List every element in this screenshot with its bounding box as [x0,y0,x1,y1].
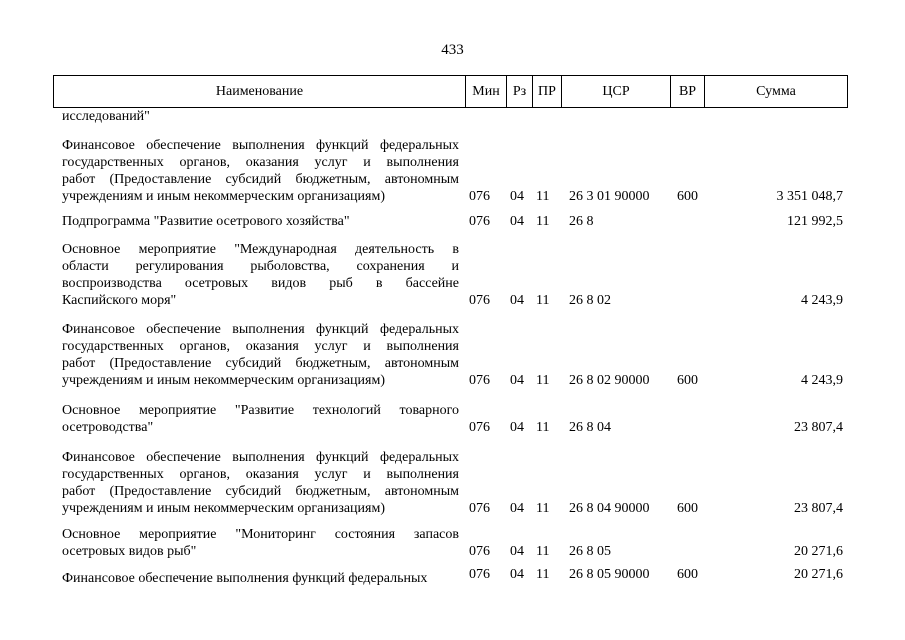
cell-rz: 04 [510,373,524,388]
row-name-line: Финансовое обеспечение выполнения функций федеральных [62,322,459,337]
cell-csr: 26 8 02 [569,293,611,308]
cell-sum: 4 243,9 [801,293,843,308]
row-name-line: Каспийского моря" [62,293,177,308]
header-sum: Сумма [704,76,847,107]
cell-vr: 600 [677,501,698,516]
cell-csr: 26 8 04 90000 [569,501,650,516]
row-name-line: воспроизводства осетровых видов рыб в бассейне [62,276,459,291]
cell-min: 076 [469,189,490,204]
cell-min: 076 [469,293,490,308]
cell-pr: 11 [536,189,550,204]
row-name [62,449,459,517]
cell-sum: 20 271,6 [794,544,843,559]
row-name-line: Основное мероприятие "Международная деятельность в [62,242,459,257]
cell-pr: 11 [536,293,550,308]
cell-pr: 11 [536,544,550,559]
row-name-line: осетровых видов рыб" [62,544,197,559]
cell-csr: 26 8 [569,214,594,229]
cell-sum: 20 271,6 [794,567,843,582]
cell-min: 076 [469,501,490,516]
cell-rz: 04 [510,544,524,559]
cell-pr: 11 [536,420,550,435]
cell-vr: 600 [677,567,698,582]
cell-vr: 600 [677,189,698,204]
row-name-line: государственных органов, оказания услуг и выполнения [62,467,459,482]
continuation-text: исследований" [62,109,150,124]
row-name-line: учреждениям и иным некоммерческим организациям) [62,373,386,388]
cell-rz: 04 [510,189,524,204]
cell-sum: 121 992,5 [787,214,843,229]
row-name [62,570,459,587]
row-name-line: Основное мероприятие "Развитие технологий товарного [62,403,459,418]
cell-min: 076 [469,420,490,435]
cell-min: 076 [469,214,490,229]
row-name-line: учреждениям и иным некоммерческим организациям) [62,501,386,516]
page-number: 433 [441,42,464,58]
cell-min: 076 [469,544,490,559]
row-name-line: Подпрограмма "Развитие осетрового хозяйства" [62,214,350,229]
cell-sum: 3 351 048,7 [776,189,843,204]
cell-csr: 26 3 01 90000 [569,189,650,204]
cell-min: 076 [469,567,490,582]
header-rz: Рз [506,76,532,107]
cell-csr: 26 8 05 [569,544,611,559]
header-min: Мин [465,76,506,107]
cell-sum: 4 243,9 [801,373,843,388]
row-name-line: государственных органов, оказания услуг и выполнения [62,155,459,170]
cell-pr: 11 [536,567,550,582]
row-name [62,213,459,230]
row-name-line: работ (Предоставление субсидий бюджетным, автономным [62,484,459,499]
cell-rz: 04 [510,567,524,582]
cell-pr: 11 [536,214,550,229]
cell-pr: 11 [536,501,550,516]
row-name-line: Основное мероприятие "Мониторинг состояния запасов [62,527,459,542]
cell-csr: 26 8 02 90000 [569,373,650,388]
row-name-line: учреждениям и иным некоммерческим организациям) [62,189,386,204]
row-name-line: Финансовое обеспечение выполнения функций федеральных [62,571,428,586]
cell-csr: 26 8 04 [569,420,611,435]
row-name-line: Финансовое обеспечение выполнения функций федеральных [62,450,459,465]
row-name-line: государственных органов, оказания услуг и выполнения [62,339,459,354]
row-name-line: области регулирования рыболовства, сохранения и [62,259,459,274]
header-pr: ПР [532,76,561,107]
header-vr: ВР [670,76,704,107]
row-name [62,526,459,560]
cell-rz: 04 [510,293,524,308]
table-header [53,75,848,108]
cell-sum: 23 807,4 [794,420,843,435]
cell-rz: 04 [510,214,524,229]
cell-rz: 04 [510,501,524,516]
row-name [62,321,459,389]
cell-min: 076 [469,373,490,388]
row-name-line: работ (Предоставление субсидий бюджетным, автономным [62,356,459,371]
row-name [62,402,459,436]
cell-pr: 11 [536,373,550,388]
row-name-line: работ (Предоставление субсидий бюджетным, автономным [62,172,459,187]
row-name-line: осетроводства" [62,420,154,435]
row-name [62,137,459,205]
cell-csr: 26 8 05 90000 [569,567,650,582]
cell-sum: 23 807,4 [794,501,843,516]
cell-rz: 04 [510,420,524,435]
row-name [62,241,459,309]
row-name-line: Финансовое обеспечение выполнения функций федеральных [62,138,459,153]
header-name: Наименование [215,84,304,99]
header-csr: ЦСР [561,76,670,107]
cell-vr: 600 [677,373,698,388]
